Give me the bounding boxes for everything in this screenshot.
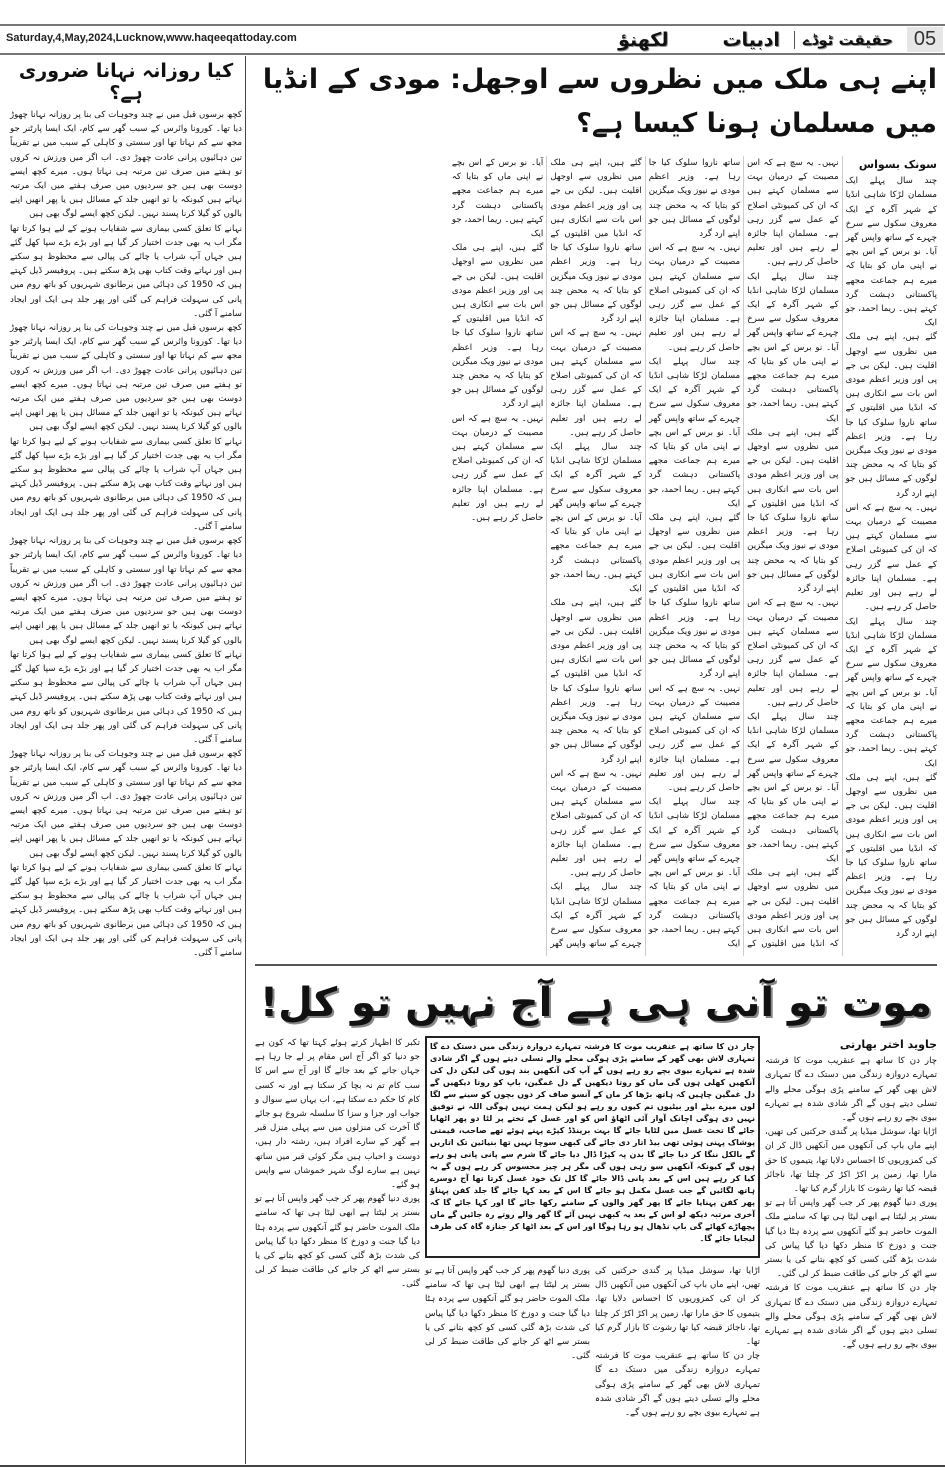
dateline: Saturday,4,May,2024,Lucknow,www.haqeeqattoday.com xyxy=(6,32,297,44)
bottom-article-middle xyxy=(425,1036,760,1420)
author-name: جاوید اختر بھارتی xyxy=(839,1038,937,1051)
paragraph: نہیں۔ یہ سچ ہے کہ اس مصیبت کے درمیان بہت سے مسلمان کہتے ہیں کہ ان کی کمیونٹی اصلاح کے عمل سے گزر رہی ہے۔ مسلمان اپنا جائزہ لے رہے ہیں اور تعلیم حاصل کر رہے ہیں۔ xyxy=(550,768,642,879)
masthead xyxy=(618,26,943,53)
paragraph: نہانے کا تعلق کسی بیماری سے شفایاب ہونے کے لیے ہوا کرتا تھا مگر اب یہ بھی جدت اختیار کر گیا ہے اور بڑے بڑے سپا کھل گئے ہیں جہاں آپ شراب یا چائے کی پیالی سے محظوظ ہو سکتے ہیں اور نہاتے وقت کتاب بھی پڑھ سکتے ہیں۔ پروفیسر ڈیل کہتے ہیں کہ 1950 کی دہائی میں برطانوی شہریوں کو باتھ روم میں پانی کی سہولت فراہم کی گئی اور پھر جلد ہی ایک اور ایجاد سامنے آ گئی۔ xyxy=(10,649,243,745)
section-name: ادبیات xyxy=(722,28,780,51)
paragraph: گئے ہیں، اپنے ہی ملک میں نظروں سے اوجھل اقلیت ہیں۔ لیکن بی جے پی اور وزیر اعظم مودی اس بات سے انکاری ہیں کہ انڈیا میں اقلیتوں کے ساتھ ناروا سلوک کیا جا رہا ہے۔ وزیر اعظم مودی نے نیوز ویک میگزین کو بتایا کہ یہ محض چند لوگوں کے مسائل ہیں جو اپنے ارد گرد xyxy=(550,598,642,765)
paragraph: چار دن کا ساتھ ہے عنقریب موت کا فرشتہ تمہارے دروازہ زندگی میں دستک دے گا تمہاری لاش بھی گھر کے سامنے پڑی ہوگی محلے والے تسلی دیتے ہوں گے اگر شادی شدہ ہے تمہارے بیوی بچے رو رہے ہوں گے۔ xyxy=(765,1283,937,1351)
bottom-headline: موت تو آنی ہی ہے آج نہیں تو کل! xyxy=(259,980,933,1026)
paragraph: چند سال پہلے ایک مسلمان لڑکا شاہی انڈیا کے شہر آگرہ کے ایک معروف سکول سے سرخ چہرے کے ساتھ واپس گھر آیا۔ نو برس کے اس بچے نے اپنی ماں کو بتایا کہ میرے ہم جماعت مجھے پاکستانی دہشت گرد کہتے ہیں۔ ریما احمد، جو ایک xyxy=(747,271,839,424)
paragraph: چند سال پہلے ایک مسلمان لڑکا شاہی انڈیا کے شہر آگرہ کے ایک معروف سکول سے سرخ چہرے کے ساتھ واپس گھر آیا۔ نو برس کے اس بچے نے اپنی ماں کو بتایا کہ میرے ہم جماعت مجھے پاکستانی دہشت گرد کہتے ہیں۔ ریما احمد، جو ایک xyxy=(648,356,741,509)
paragraph: گئے ہیں، اپنے ہی ملک میں نظروں سے اوجھل اقلیت ہیں۔ لیکن بی جے پی اور وزیر اعظم مودی اس بات سے انکاری ہیں کہ انڈیا میں اقلیتوں کے ساتھ ناروا سلوک کیا جا رہا ہے۔ وزیر اعظم مودی نے نیوز ویک میگزین کو بتایا کہ یہ محض چند لوگوں کے مسائل ہیں جو اپنے ارد گرد xyxy=(550,158,642,325)
paragraph: چار دن کا ساتھ ہے عنقریب موت کا فرشتہ تمہارے دروازہ زندگی میں دستک دے گا تمہاری لاش بھی گھر کے سامنے پڑی ہوگی محلے والے تسلی دیتے ہوں گے اگر شادی شدہ ہے تمہارے بیوی بچے رو رہے ہوں گے۔ xyxy=(765,1056,937,1124)
paragraph: نہانے کا تعلق کسی بیماری سے شفایاب ہونے کے لیے ہوا کرتا تھا مگر اب یہ بھی جدت اختیار کر گیا ہے اور بڑے بڑے سپا کھل گئے ہیں جہاں آپ شراب یا چائے کی پیالی سے محظوظ ہو سکتے ہیں اور نہاتے وقت کتاب بھی پڑھ سکتے ہیں۔ پروفیسر ڈیل کہتے ہیں کہ 1950 کی دہائی میں برطانوی شہریوں کو باتھ روم میں پانی کی سہولت فراہم کی گئی اور پھر جلد ہی ایک اور ایجاد سامنے آ گئی۔ xyxy=(10,436,243,532)
paragraph: چند سال پہلے ایک مسلمان لڑکا شاہی انڈیا کے شہر آگرہ کے ایک معروف سکول سے سرخ چہرے کے ساتھ واپس گھر آیا۔ نو برس کے اس بچے نے اپنی ماں کو بتایا کہ میرے ہم جماعت مجھے پاکستانی دہشت گرد کہتے ہیں۔ ریما احمد، جو ایک xyxy=(747,711,839,864)
page-number: 05 xyxy=(907,27,943,52)
left-article xyxy=(10,56,246,1464)
paragraph: گئے ہیں، اپنے ہی ملک میں نظروں سے اوجھل اقلیت ہیں۔ لیکن بی جے پی اور وزیر اعظم مودی اس بات سے انکاری ہیں کہ انڈیا میں اقلیتوں کے ساتھ ناروا سلوک کیا جا رہا ہے۔ وزیر اعظم مودی نے نیوز ویک میگزین کو بتایا کہ یہ محض چند لوگوں کے مسائل ہیں جو اپنے ارد گرد xyxy=(648,513,741,680)
paragraph: نہانے کا تعلق کسی بیماری سے شفایاب ہونے کے لیے ہوا کرتا تھا مگر اب یہ بھی جدت اختیار کر گیا ہے اور بڑے بڑے سپا کھل گئے ہیں جہاں آپ شراب یا چائے کی پیالی سے محظوظ ہو سکتے ہیں اور نہاتے وقت کتاب بھی پڑھ سکتے ہیں۔ پروفیسر ڈیل کہتے ہیں کہ 1950 کی دہائی میں برطانوی شہریوں کو باتھ روم میں پانی کی سہولت فراہم کی گئی اور پھر جلد ہی ایک اور ایجاد سامنے آ گئی۔ xyxy=(10,862,243,958)
paragraph: گئے ہیں، اپنے ہی ملک میں نظروں سے اوجھل اقلیت ہیں۔ لیکن بی جے پی اور وزیر اعظم مودی اس بات سے انکاری ہیں کہ انڈیا میں اقلیتوں کے ساتھ ناروا سلوک کیا جا رہا ہے۔ وزیر اعظم مودی نے نیوز ویک میگزین کو بتایا کہ یہ محض چند لوگوں کے مسائل ہیں جو اپنے ارد گرد xyxy=(747,427,839,595)
paragraph: نہیں۔ یہ سچ ہے کہ اس مصیبت کے درمیان بہت سے مسلمان کہتے ہیں کہ ان کی کمیونٹی اصلاح کے عمل سے گزر رہی ہے۔ مسلمان اپنا جائزہ لے رہے ہیں اور تعلیم حاصل کر رہے ہیں۔ xyxy=(747,158,839,268)
left-article-title: کیا روزانہ نہانا ضروری ہے؟ xyxy=(18,60,234,104)
paragraph: گئے ہیں، اپنے ہی ملک میں نظروں سے اوجھل اقلیت ہیں۔ لیکن بی جے پی اور وزیر اعظم مودی اس بات سے انکاری ہیں کہ انڈیا میں اقلیتوں کے ساتھ ناروا سلوک کیا جا رہا ہے۔ وزیر اعظم مودی نے نیوز ویک میگزین کو بتایا کہ یہ محض چند لوگوں کے مسائل ہیں جو اپنے ارد گرد xyxy=(648,158,839,950)
paragraph: کچھ برسوں قبل میں نے چند وجوہات کی بنا پر روزانہ نہانا چھوڑ دیا تھا۔ کورونا وائرس کے سبب گھر سے کام، ایک ایسا پارٹنر جو مجھ سے کم نہاتا تھا اور سستی و کاہلی کے سبب میں نے تقریباً تین دہائیوں پرانی عادت چھوڑ دی۔ اب اگر میں ورزش نہ کروں تو ہفتے میں صرف تین مرتبہ ہی نہاتا ہوں۔ میرے کچھ ایسے دوست بھی ہیں جو سردیوں میں صرف ہفتے میں ایک مرتبہ نہاتے ہیں کیونکہ یا تو انھیں جلد کے مسائل ہیں یا پھر انھیں اپنے بالوں کو گیلا کرنا پسند نہیں۔ لیکن کچھ ایسے لوگ بھی ہیں xyxy=(10,536,242,646)
header-bottom-rule xyxy=(0,53,945,55)
paragraph: چار دن کا ساتھ ہے عنقریب موت کا فرشتہ تمہارے دروازہ زندگی میں دستک دے گا تمہاری لاش بھی گھر کے سامنے پڑی ہوگی محلے والے تسلی دیتے ہوں گے اگر شادی شدہ ہے تمہارے بیوی بچے رو رہے ہوں گے۔ xyxy=(595,1351,760,1419)
main-article-body xyxy=(255,156,937,956)
left-article-body xyxy=(10,108,242,960)
paragraph: اڑایا تھا، سوشل میڈیا پر گندی حرکتیں کی تھیں، اپنے ماں باپ کی آنکھوں میں آنکھیں ڈال کر ان کی کمزوریوں کا احساس دلایا تھا، یتیموں کا حق مارا تھا، زمین پر اکڑ اکڑ کر چلتا تھا، ناجائز قبضہ کیا تھا رشوت کا بازار گرم کیا تھا۔ xyxy=(595,1266,760,1348)
section-divider xyxy=(255,964,937,966)
paragraph: گئے ہیں، اپنے ہی ملک میں نظروں سے اوجھل اقلیت ہیں۔ لیکن بی جے پی اور وزیر اعظم مودی اس بات سے انکاری ہیں کہ انڈیا میں اقلیتوں کے ساتھ ناروا سلوک کیا جا رہا ہے۔ وزیر اعظم مودی نے نیوز ویک میگزین کو بتایا کہ یہ محض چند لوگوں کے مسائل ہیں جو اپنے ارد گرد xyxy=(845,772,937,939)
paragraph: گئے ہیں، اپنے ہی ملک میں نظروں سے اوجھل اقلیت ہیں۔ لیکن بی جے پی اور وزیر اعظم مودی اس بات سے انکاری ہیں کہ انڈیا میں اقلیتوں کے ساتھ ناروا سلوک کیا جا رہا ہے۔ وزیر اعظم مودی نے نیوز ویک میگزین کو بتایا کہ یہ محض چند لوگوں کے مسائل ہیں جو اپنے ارد گرد xyxy=(451,243,544,410)
bottom-article xyxy=(255,1036,937,1420)
main-headline: اپنے ہی ملک میں نظروں سے اوجھل: مودی کے انڈیا میں مسلمان ہونا کیسا ہے؟ xyxy=(262,64,937,139)
bottom-article-col-right xyxy=(765,1036,937,1352)
newspaper-logo: حقیقت ٹوڈے xyxy=(794,31,893,49)
paragraph: کچھ برسوں قبل میں نے چند وجوہات کی بنا پر روزانہ نہانا چھوڑ دیا تھا۔ کورونا وائرس کے سبب گھر سے کام، ایک ایسا پارٹنر جو مجھ سے کم نہاتا تھا اور سستی و کاہلی کے سبب میں نے تقریباً تین دہائیوں پرانی عادت چھوڑ دی۔ اب اگر میں ورزش نہ کروں تو ہفتے میں صرف تین مرتبہ ہی نہاتا ہوں۔ میرے کچھ ایسے دوست بھی ہیں جو سردیوں میں صرف ہفتے میں ایک مرتبہ نہاتے ہیں کیونکہ یا تو انھیں جلد کے مسائل ہیں یا پھر انھیں اپنے بالوں کو گیلا کرنا پسند نہیں۔ لیکن کچھ ایسے لوگ بھی ہیں xyxy=(10,110,242,220)
paragraph: گئے ہیں، اپنے ہی ملک میں نظروں سے اوجھل اقلیت ہیں۔ لیکن بی جے پی اور وزیر اعظم مودی اس بات سے انکاری ہیں کہ انڈیا میں اقلیتوں کے ساتھ ناروا سلوک کیا جا رہا ہے۔ وزیر اعظم مودی نے نیوز ویک میگزین کو بتایا کہ یہ محض چند لوگوں کے مسائل ہیں جو اپنے ارد گرد xyxy=(845,332,937,499)
paragraph: چند سال پہلے ایک مسلمان لڑکا شاہی انڈیا کے شہر آگرہ کے ایک معروف سکول سے سرخ چہرے کے ساتھ واپس گھر آیا۔ نو برس کے اس بچے نے اپنی ماں کو بتایا کہ میرے ہم جماعت مجھے پاکستانی دہشت گرد کہتے ہیں۔ ریما احمد، جو ایک xyxy=(845,616,937,769)
paragraph: چند سال پہلے ایک مسلمان لڑکا شاہی انڈیا کے شہر آگرہ کے ایک معروف سکول سے سرخ چہرے کے ساتھ واپس گھر آیا۔ نو برس کے اس بچے نے اپنی ماں کو بتایا کہ میرے ہم جماعت مجھے پاکستانی دہشت گرد کہتے ہیں۔ ریما احمد، جو ایک xyxy=(845,176,937,329)
city-name: لکھنؤ xyxy=(618,28,669,51)
main-article-byline: سونک بسواس xyxy=(858,158,937,171)
right-area xyxy=(255,58,937,1420)
paragraph: تکبر کا اظہار کرتے ہوئے کہتا تھا کہ کون ہے جو دنیا کو اگر آج اس مقام پر لے جا رہا ہے جہاں جانے کے بعد جائے گا اور آج سے اس کا سب کام تم نہ بچا کر سکتا ہے اور نہ کسی کام کا حکم دے سکتا ہے، اب یہاں سے سوال و جواب اور جزا و سزا کا سلسلہ شروع ہو جائے گا آخرت کی منزلوں میں سے پہلی منزل قبر ہے گھر کے سارے افراد ہیں، رشتہ دار ہیں، دوست و احباب ہیں مگر کوئی قبر میں ساتھ نہیں ہے سارے لوگ شہر خموشاں سے واپس ہو گئے۔ xyxy=(255,1038,420,1191)
highlighted-quote-box: چار دن کا ساتھ ہے عنقریب موت کا فرشتہ تمہارے دروازہ زندگی میں دستک دے گا تمہاری لاش بھی گھر کے سامنے پڑی ہوگی محلے والے تسلی دیتے ہوں گے اگر شادی شدہ ہے تمہارے بیوی بچے رو رہے ہوں گے آپ کی آنکھیں بند ہوں گی لیکن دل کی آنکھیں کھلی ہوں گی ماں کو روتا دیکھیں گے دل غمگین، باپ کو روتا دیکھیں گے دل غمگین چاہیں کہ ہاتھ بڑھا کر ماں کے آنسو صاف کر دوں بچوں کو سینے سے لگا لوں میرے بیٹے اور بیٹیوں تم کیوں رو رہے ہو لیکن ہمت نہیں ہوگی اللہ نے توفیق نہیں دی ہوگی اچانک آواز آئی اٹھاؤ اس کو اور غسل کے تختے پر لٹا دو پھر اٹھایا جائے گا تخت غسل میں لٹایا جائے گا بہت برینڈڈ کپڑے پہنے ہوئے تھے صاحب، قیمتی پوشاک پہنی ہوئی تھی بیڈ اتار دی جائے گی کبھی سوچا نہیں تھا بنیائین تک اتاریں گے بالکل ننگا کر دیا جائے گا بدن پہ کپڑا ڈال دیا جائے گا شرم سے پانی پانی ہو رہے ہوں گے کیونکہ آنکھیں سو رہی ہوں گی مگر ہر چیز محسوس کر رہے ہوں گے یہ کیا کر رہے ہیں اس کے بعد پانی ڈالا جائے گا کل تک خود غسل کرتا تھا آج دوسرے ہاتھ لگائیں گے جب غسل مکمل ہو جائے گا اس کے بعد کہا جائے گا جلد کفن پہناؤ پھر کفن پہنایا جائے گا پھر گھر والوں کے سامنے رکھا جائے گا اور کہا جائے گا کہ آخری مرتبہ دیکھ لو اس کے بعد یہ کبھی نہیں آئے گا گھر والے روتے رہ جائیں گے ماں پچھاڑے کھائے گی باپ نڈھال ہو رہا ہوگا اور اس کے بعد اٹھا کر جنازہ گاہ کی طرف لیجایا جائے گا۔ xyxy=(425,1036,760,1258)
paragraph: پوری دنیا گھوم پھر کر جب گھر واپس آتا ہے تو بستر پر لیٹتا ہے ابھی لیٹا ہی تھا کہ سامنے ملک الموت حاضر ہو گئے آنکھوں سے پردہ ہٹا دیا گیا جنت و دوزخ کا منظر دکھا دیا گیا پیاس کی شدت بڑھ گئی کسی کو کچھ بتانے کی یا بستر سے اٹھ کر جانے کی طاقت ضبط کر لی گئی۔ xyxy=(765,1198,937,1280)
paragraph: چند سال پہلے ایک مسلمان لڑکا شاہی انڈیا کے شہر آگرہ کے ایک معروف سکول سے سرخ چہرے کے ساتھ واپس گھر آیا۔ نو برس کے اس بچے نے اپنی ماں کو بتایا کہ میرے ہم جماعت مجھے پاکستانی دہشت گرد کہتے ہیں۔ ریما احمد، جو ایک xyxy=(550,442,642,595)
paragraph: نہیں۔ یہ سچ ہے کہ اس مصیبت کے درمیان بہت سے مسلمان کہتے ہیں کہ ان کی کمیونٹی اصلاح کے عمل سے گزر رہی ہے۔ مسلمان اپنا جائزہ لے رہے ہیں اور تعلیم حاصل کر رہے ہیں۔ xyxy=(845,502,937,613)
paragraph: چند سال پہلے ایک مسلمان لڑکا شاہی انڈیا کے شہر آگرہ کے ایک معروف سکول سے سرخ چہرے کے ساتھ واپس گھر آیا۔ نو برس کے اس بچے نے اپنی ماں کو بتایا کہ میرے ہم جماعت مجھے پاکستانی دہشت گرد کہتے ہیں۔ ریما احمد، جو ایک xyxy=(648,797,741,950)
paragraph: نہیں۔ یہ سچ ہے کہ اس مصیبت کے درمیان بہت سے مسلمان کہتے ہیں کہ ان کی کمیونٹی اصلاح کے عمل سے گزر رہی ہے۔ مسلمان اپنا جائزہ لے رہے ہیں اور تعلیم حاصل کر رہے ہیں۔ xyxy=(550,328,642,438)
footer-rule xyxy=(0,1465,945,1467)
bottom-article-col-mid-right xyxy=(595,1264,760,1420)
paragraph: نہانے کا تعلق کسی بیماری سے شفایاب ہونے کے لیے ہوا کرتا تھا مگر اب یہ بھی جدت اختیار کر گیا ہے اور بڑے بڑے سپا کھل گئے ہیں جہاں آپ شراب یا چائے کی پیالی سے محظوظ ہو سکتے ہیں اور نہاتے وقت کتاب بھی پڑھ سکتے ہیں۔ پروفیسر ڈیل کہتے ہیں کہ 1950 کی دہائی میں برطانوی شہریوں کو باتھ روم میں پانی کی سہولت فراہم کی گئی اور پھر جلد ہی ایک اور ایجاد سامنے آ گئی۔ xyxy=(10,223,243,319)
paragraph: نہیں۔ یہ سچ ہے کہ اس مصیبت کے درمیان بہت سے مسلمان کہتے ہیں کہ ان کی کمیونٹی اصلاح کے عمل سے گزر رہی ہے۔ مسلمان اپنا جائزہ لے رہے ہیں اور تعلیم حاصل کر رہے ہیں۔ xyxy=(451,413,544,524)
paragraph: پوری دنیا گھوم پھر کر جب گھر واپس آتا ہے تو بستر پر لیٹتا ہے ابھی لیٹا ہی تھا کہ سامنے ملک الموت حاضر ہو گئے آنکھوں سے پردہ ہٹا دیا گیا جنت و دوزخ کا منظر دکھا دیا گیا پیاس کی شدت بڑھ گئی کسی کو کچھ بتانے کی یا بستر سے اٹھ کر جانے کی طاقت ضبط کر لی گئی۔ xyxy=(425,1266,590,1362)
paragraph: نہیں۔ یہ سچ ہے کہ اس مصیبت کے درمیان بہت سے مسلمان کہتے ہیں کہ ان کی کمیونٹی اصلاح کے عمل سے گزر رہی ہے۔ مسلمان اپنا جائزہ لے رہے ہیں اور تعلیم حاصل کر رہے ہیں۔ xyxy=(648,243,741,353)
paragraph: نہیں۔ یہ سچ ہے کہ اس مصیبت کے درمیان بہت سے مسلمان کہتے ہیں کہ ان کی کمیونٹی اصلاح کے عمل سے گزر رہی ہے۔ مسلمان اپنا جائزہ لے رہے ہیں اور تعلیم حاصل کر رہے ہیں۔ xyxy=(648,683,741,793)
paragraph: پوری دنیا گھوم پھر کر جب گھر واپس آتا ہے تو بستر پر لیٹتا ہے ابھی لیٹا ہی تھا کہ سامنے ملک الموت حاضر ہو گئے آنکھوں سے پردہ ہٹا دیا گیا جنت و دوزخ کا منظر دکھا دیا گیا پیاس کی شدت بڑھ گئی کسی کو کچھ بتانے کی یا بستر سے اٹھ کر جانے کی طاقت ضبط کر لی گئی۔ xyxy=(255,1194,420,1290)
bottom-article-middle-columns xyxy=(425,1264,760,1420)
paragraph: چند سال پہلے ایک مسلمان لڑکا شاہی انڈیا کے شہر آگرہ کے ایک معروف سکول سے سرخ چہرے کے ساتھ واپس گھر آیا۔ نو برس کے اس بچے نے اپنی ماں کو بتایا کہ میرے ہم جماعت مجھے پاکستانی دہشت گرد کہتے ہیں۔ ریما احمد، جو ایک xyxy=(451,158,642,950)
paragraph: اڑایا تھا، سوشل میڈیا پر گندی حرکتیں کی تھیں، اپنے ماں باپ کی آنکھوں میں آنکھیں ڈال کر ان کی کمزوریوں کا احساس دلایا تھا، یتیموں کا حق مارا تھا، زمین پر اکڑ اکڑ کر چلتا تھا، ناجائز قبضہ کیا تھا رشوت کا بازار گرم کیا تھا۔ xyxy=(765,1127,937,1195)
bottom-article-col-left xyxy=(255,1036,420,1292)
bottom-article-col-mid-left xyxy=(425,1264,590,1420)
paragraph: نہیں۔ یہ سچ ہے کہ اس مصیبت کے درمیان بہت سے مسلمان کہتے ہیں کہ ان کی کمیونٹی اصلاح کے عمل سے گزر رہی ہے۔ مسلمان اپنا جائزہ لے رہے ہیں اور تعلیم حاصل کر رہے ہیں۔ xyxy=(747,598,839,708)
paragraph: کچھ برسوں قبل میں نے چند وجوہات کی بنا پر روزانہ نہانا چھوڑ دیا تھا۔ کورونا وائرس کے سبب گھر سے کام، ایک ایسا پارٹنر جو مجھ سے کم نہاتا تھا اور سستی و کاہلی کے سبب میں نے تقریباً تین دہائیوں پرانی عادت چھوڑ دی۔ اب اگر میں ورزش نہ کروں تو ہفتے میں صرف تین مرتبہ ہی نہاتا ہوں۔ میرے کچھ ایسے دوست بھی ہیں جو سردیوں میں صرف ہفتے میں ایک مرتبہ نہاتے ہیں کیونکہ یا تو انھیں جلد کے مسائل ہیں یا پھر انھیں اپنے بالوں کو گیلا کرنا پسند نہیں۔ لیکن کچھ ایسے لوگ بھی ہیں xyxy=(10,323,242,433)
paragraph: کچھ برسوں قبل میں نے چند وجوہات کی بنا پر روزانہ نہانا چھوڑ دیا تھا۔ کورونا وائرس کے سبب گھر سے کام، ایک ایسا پارٹنر جو مجھ سے کم نہاتا تھا اور سستی و کاہلی کے سبب میں نے تقریباً تین دہائیوں پرانی عادت چھوڑ دی۔ اب اگر میں ورزش نہ کروں تو ہفتے میں صرف تین مرتبہ ہی نہاتا ہوں۔ میرے کچھ ایسے دوست بھی ہیں جو سردیوں میں صرف ہفتے میں ایک مرتبہ نہاتے ہیں کیونکہ یا تو انھیں جلد کے مسائل ہیں یا پھر انھیں اپنے بالوں کو گیلا کرنا پسند نہیں۔ لیکن کچھ ایسے لوگ بھی ہیں xyxy=(10,749,242,859)
